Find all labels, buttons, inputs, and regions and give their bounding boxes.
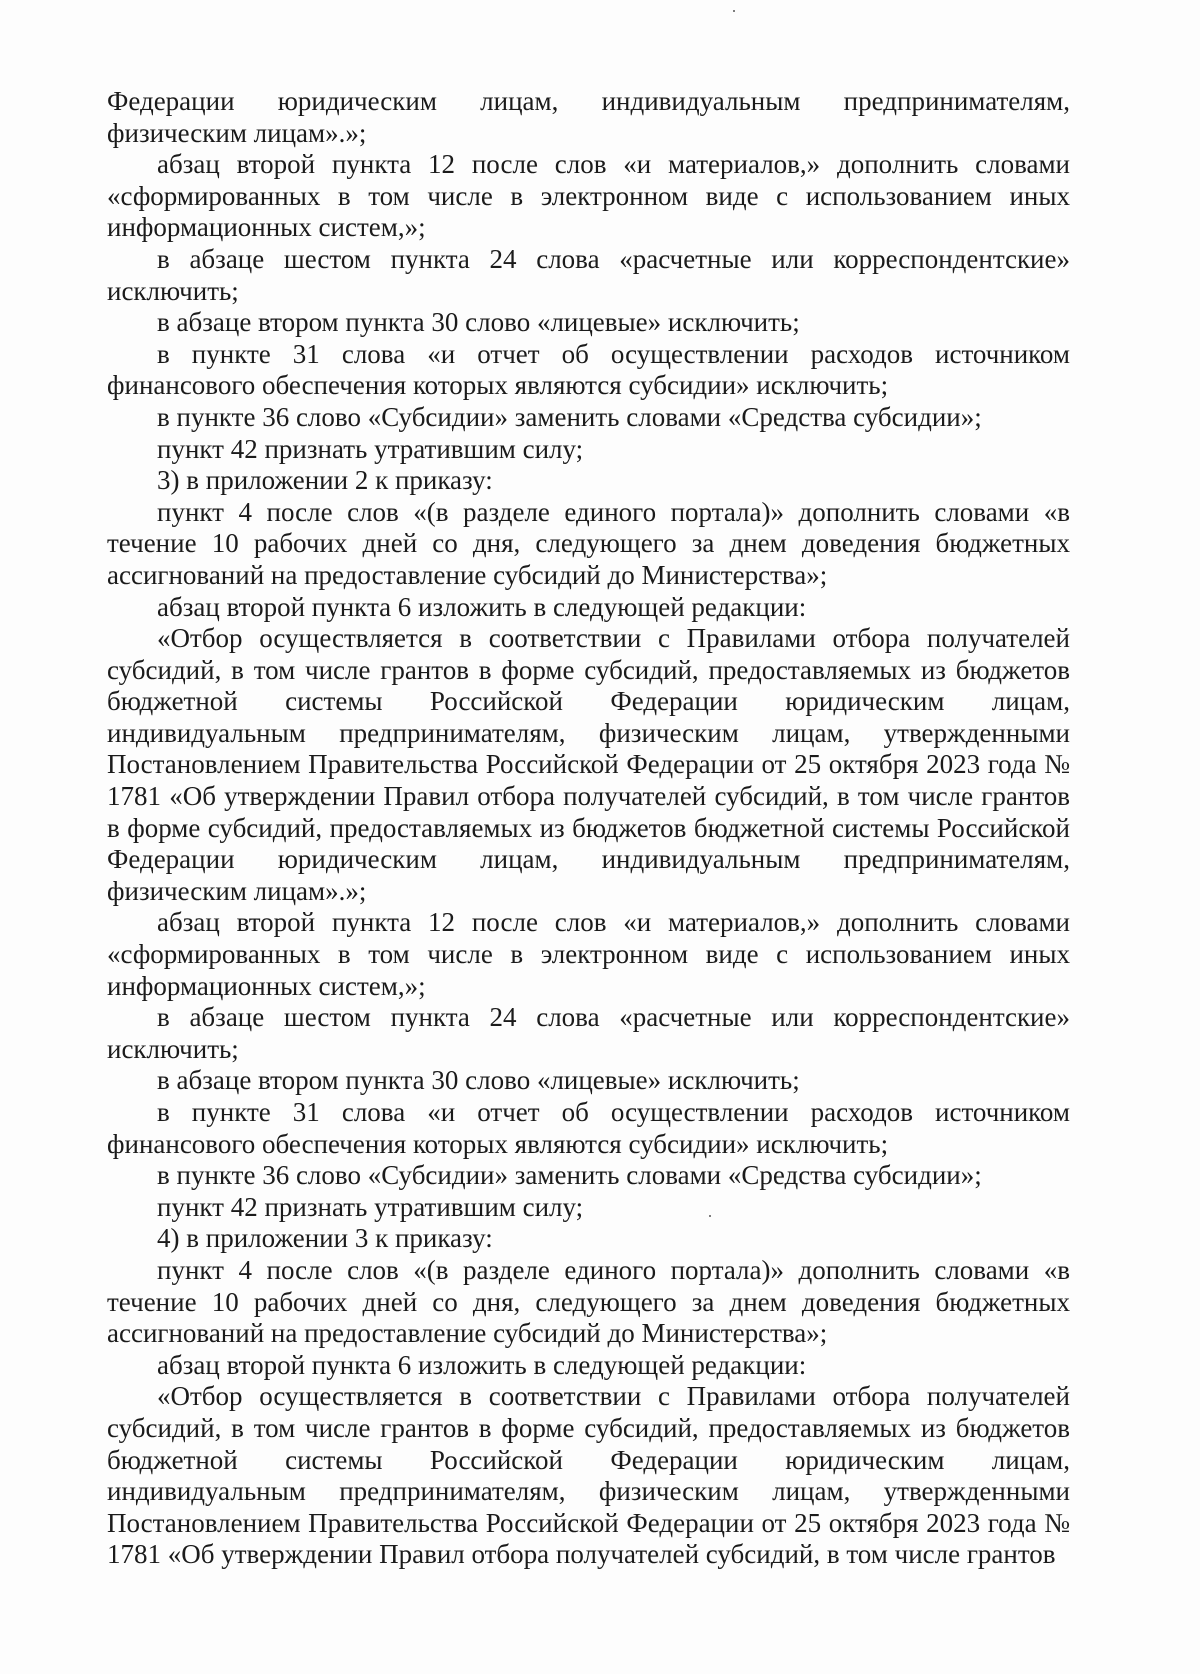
- paragraph: абзац второй пункта 6 изложить в следующей редакции:: [157, 591, 807, 622]
- paragraph: пункт 42 признать утратившим силу;: [157, 433, 584, 464]
- paragraph: в пункте 31 слова «и отчет об осуществлении расходов источником финансового обеспечения которых являются субсидии» исключить;: [107, 1097, 1070, 1159]
- scan-speck: [733, 10, 735, 12]
- paragraph: в абзаце втором пункта 30 слово «лицевые» исключить;: [157, 307, 800, 338]
- paragraph: пункт 4 после слов «(в разделе единого портала)» дополнить словами «в течение 10 рабочих дней со дня, следующего за днем доведения бюджетных ассигнований на предоставление субсидий до Министерства»;: [107, 496, 1070, 590]
- paragraph: Федерации юридическим лицам, индивидуальным предпринимателям, физическим лицам».»;: [107, 86, 1070, 148]
- paragraph: в абзаце шестом пункта 24 слова «расчетные или корреспондентские» исключить;: [107, 1002, 1070, 1064]
- paragraph: 3) в приложении 2 к приказу:: [157, 465, 493, 496]
- paragraph: пункт 42 признать утратившим силу;: [157, 1191, 584, 1222]
- paragraph: в пункте 36 слово «Субсидии» заменить словами «Средства субсидии»;: [157, 1160, 982, 1191]
- paragraph: «Отбор осуществляется в соответствии с Правилами отбора получателей субсидий, в том числе грантов в форме субсидий, предоставляемых из бюджетов бюджетной системы Российской Федерации юридическим лицам, индивидуальным предпринимателям, физическим лицам, утвержденными Постановлением Правительства Российской Федерации от 25 октября 2023 года № 1781 «Об утверждении Правил отбора получателей субсидий, в том числе грантов в форме субсидий, предоставляемых из бюджетов бюджетной системы Российской Федерации юридическим лицам, индивидуальным предпринимателям, физическим лицам».»;: [107, 623, 1070, 906]
- paragraph: в абзаце втором пункта 30 слово «лицевые» исключить;: [157, 1065, 800, 1096]
- paragraph: в абзаце шестом пункта 24 слова «расчетные или корреспондентские» исключить;: [107, 243, 1070, 306]
- paragraph: в пункте 36 слово «Субсидии» заменить словами «Средства субсидии»;: [157, 401, 982, 432]
- paragraph: в пункте 31 слова «и отчет об осуществлении расходов источником финансового обеспечения которых являются субсидии» исключить;: [107, 338, 1070, 401]
- paragraph: пункт 4 после слов «(в разделе единого портала)» дополнить словами «в течение 10 рабочих дней со дня, следующего за днем доведения бюджетных ассигнований на предоставление субсидий до Министерства»;: [107, 1254, 1070, 1349]
- paragraph: абзац второй пункта 6 изложить в следующей редакции:: [157, 1349, 807, 1380]
- paragraph: «Отбор осуществляется в соответствии с Правилами отбора получателей субсидий, в том числе грантов в форме субсидий, предоставляемых из бюджетов бюджетной системы Российской Федерации юридическим лицам, индивидуальным предпринимателям, физическим лицам, утвержденными Постановлением Правительства Российской Федерации от 25 октября 2023 года № 1781 «Об утверждении Правил отбора получателей субсидий, в том числе грантов: [107, 1381, 1070, 1570]
- paragraph: абзац второй пункта 12 после слов «и материалов,» дополнить словами «сформированных в том числе в электронном виде с использованием иных информационных систем,»;: [107, 907, 1070, 1001]
- document-body: [107, 86, 1070, 1571]
- paragraph: 4) в приложении 3 к приказу:: [157, 1223, 493, 1254]
- paragraph: абзац второй пункта 12 после слов «и материалов,» дополнить словами «сформированных в том числе в электронном виде с использованием иных информационных систем,»;: [107, 149, 1070, 243]
